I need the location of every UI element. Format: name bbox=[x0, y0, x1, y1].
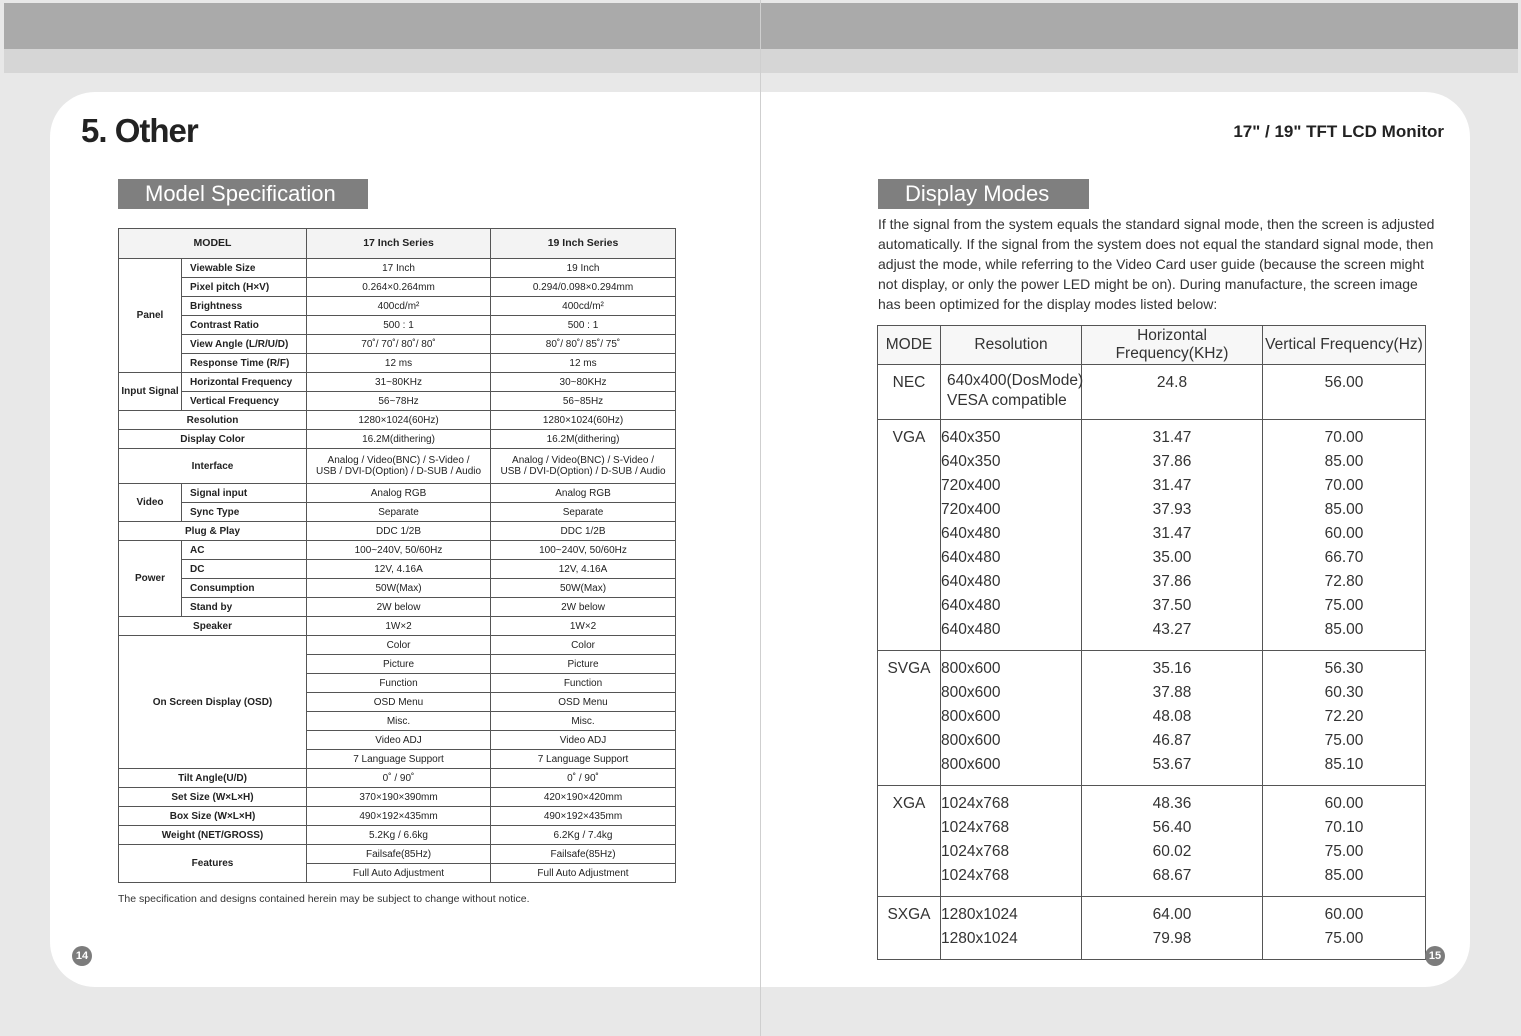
mode-resolution-cell bbox=[941, 420, 1082, 651]
mode-resolution: 640x480 bbox=[941, 621, 1001, 638]
spec-value-17: OSD Menu bbox=[307, 693, 491, 712]
display-modes-table bbox=[877, 325, 1426, 960]
spec-header-cell: MODEL bbox=[119, 229, 307, 259]
section-title: 5. Other bbox=[81, 112, 198, 149]
spec-value-17: Color bbox=[307, 636, 491, 655]
spec-value-19: 420×190×420mm bbox=[491, 788, 676, 807]
mode-hfreq: 35.00 bbox=[1152, 549, 1192, 566]
spec-value-17: 1W×2 bbox=[307, 617, 491, 636]
spec-label: Signal input bbox=[182, 484, 307, 503]
mode-resolution: 1024x768 bbox=[941, 867, 1010, 884]
spec-value-19: 500 : 1 bbox=[491, 316, 676, 335]
spec-row bbox=[119, 278, 676, 297]
spec-row bbox=[119, 788, 676, 807]
spec-value-19: 0˚ / 90˚ bbox=[491, 769, 676, 788]
spec-row bbox=[119, 373, 676, 392]
spec-row bbox=[119, 484, 676, 503]
spec-value-19: 6.2Kg / 7.4kg bbox=[491, 826, 676, 845]
spec-row bbox=[119, 826, 676, 845]
spec-value-17: 0.264×0.264mm bbox=[307, 278, 491, 297]
mode-hfreq: 37.88 bbox=[1152, 684, 1192, 701]
mode-resolution: 720x400 bbox=[941, 501, 1001, 518]
mode-resolution: 640x480 bbox=[941, 573, 1001, 590]
spec-row bbox=[119, 807, 676, 826]
mode-hfreq: 31.47 bbox=[1152, 429, 1192, 446]
mode-vfreq: 70.00 bbox=[1324, 477, 1364, 494]
spec-value-17: 31~80KHz bbox=[307, 373, 491, 392]
spec-row bbox=[119, 392, 676, 411]
mode-name-text: SXGA bbox=[887, 906, 931, 923]
spec-label: Set Size (W×L×H) bbox=[119, 788, 307, 807]
spec-value-19: Color bbox=[491, 636, 676, 655]
spec-row bbox=[119, 769, 676, 788]
spec-value-17: 500 : 1 bbox=[307, 316, 491, 335]
mode-hfreq: 31.47 bbox=[1152, 525, 1192, 542]
spec-value-17: Picture bbox=[307, 655, 491, 674]
spec-value-19 bbox=[491, 449, 676, 484]
spec-label: Brightness bbox=[182, 297, 307, 316]
mode-hfreq: 79.98 bbox=[1152, 930, 1192, 947]
mode-resolution: 640x480 bbox=[941, 549, 1001, 566]
mode-resolution-cell bbox=[941, 651, 1082, 786]
display-modes-intro: If the signal from the system equals the standard signal mode, then the screen is adjusted automatically. If the signal from the system does not equal the standard signal mode, then adjust the mode, while referring to the Video Card user guide (because the screen might not display, or only the power LED might be on). During manufacture, the screen image has been optimized for the display modes listed below: bbox=[878, 216, 1435, 312]
spec-value-line: USB / DVI-D(Option) / D-SUB / Audio bbox=[315, 466, 482, 477]
spec-value-19: Separate bbox=[491, 503, 676, 522]
spec-value-17: 12V, 4.16A bbox=[307, 560, 491, 579]
spec-value-line: Analog / Video(BNC) / S-Video / bbox=[327, 455, 470, 466]
mode-hfreq: 37.86 bbox=[1152, 573, 1192, 590]
mode-vfreq: 60.00 bbox=[1324, 525, 1364, 542]
mode-hfreq: 48.36 bbox=[1152, 795, 1192, 812]
spec-value-17: Separate bbox=[307, 503, 491, 522]
spec-value-19: 1280×1024(60Hz) bbox=[491, 411, 676, 430]
mode-hfreq: 53.67 bbox=[1152, 756, 1192, 773]
spec-value-19: 0.294/0.098×0.294mm bbox=[491, 278, 676, 297]
header-band bbox=[4, 3, 1518, 49]
spec-label: Vertical Frequency bbox=[182, 392, 307, 411]
mode-hfreq-cell bbox=[1082, 651, 1263, 786]
mode-resolution: 800x600 bbox=[941, 684, 1001, 701]
model-spec-banner: Model Specification bbox=[118, 179, 368, 209]
spec-value-19: Picture bbox=[491, 655, 676, 674]
spec-value-17: 16.2M(dithering) bbox=[307, 430, 491, 449]
spec-row bbox=[119, 297, 676, 316]
spec-group-label: Input Signal bbox=[119, 373, 182, 411]
mode-hfreq: 46.87 bbox=[1152, 732, 1192, 749]
spec-row bbox=[119, 335, 676, 354]
display-modes-banner: Display Modes bbox=[878, 179, 1089, 209]
spec-label: Response Time (R/F) bbox=[182, 354, 307, 373]
spec-value-19: 400cd/m² bbox=[491, 297, 676, 316]
mode-hfreq: 68.67 bbox=[1152, 867, 1192, 884]
mode-name-text: XGA bbox=[892, 795, 926, 812]
spec-value-19: 16.2M(dithering) bbox=[491, 430, 676, 449]
mode-resolution: 800x600 bbox=[941, 732, 1001, 749]
mode-vfreq: 85.00 bbox=[1324, 453, 1364, 470]
spec-row bbox=[119, 598, 676, 617]
spec-value-17: 12 ms bbox=[307, 354, 491, 373]
spec-label: Horizontal Frequency bbox=[182, 373, 307, 392]
modes-header-cell: MODE bbox=[878, 326, 941, 365]
spec-group-label: Video bbox=[119, 484, 182, 522]
mode-vfreq: 85.00 bbox=[1324, 501, 1364, 518]
spec-row bbox=[119, 411, 676, 430]
spec-label: Consumption bbox=[182, 579, 307, 598]
mode-group-row bbox=[878, 651, 1426, 786]
page-number-left: 14 bbox=[72, 946, 92, 966]
spec-value-17: Full Auto Adjustment bbox=[307, 864, 491, 883]
mode-name bbox=[878, 365, 941, 420]
mode-name bbox=[878, 420, 941, 651]
mode-vfreq: 56.00 bbox=[1324, 374, 1364, 391]
spec-value-17: 100~240V, 50/60Hz bbox=[307, 541, 491, 560]
spec-value-19: DDC 1/2B bbox=[491, 522, 676, 541]
spec-label: Features bbox=[119, 845, 307, 883]
mode-vfreq-cell bbox=[1263, 420, 1426, 651]
spec-label: On Screen Display (OSD) bbox=[119, 636, 307, 769]
mode-name bbox=[878, 651, 941, 786]
page-fold bbox=[760, 0, 761, 1036]
spec-value-19: 30~80KHz bbox=[491, 373, 676, 392]
mode-resolution-cell bbox=[941, 786, 1082, 897]
mode-vfreq: 75.00 bbox=[1324, 843, 1364, 860]
spec-value-17: DDC 1/2B bbox=[307, 522, 491, 541]
spec-table bbox=[118, 228, 676, 883]
spec-value-19: Misc. bbox=[491, 712, 676, 731]
mode-hfreq: 37.86 bbox=[1152, 453, 1192, 470]
mode-resolution-cell bbox=[941, 897, 1082, 960]
mode-hfreq-cell bbox=[1082, 420, 1263, 651]
spec-row bbox=[119, 845, 676, 864]
mode-resolution: 640x350 bbox=[941, 453, 1001, 470]
mode-hfreq: 60.02 bbox=[1152, 843, 1192, 860]
mode-name-text: SVGA bbox=[887, 660, 931, 677]
spec-value-19: Video ADJ bbox=[491, 731, 676, 750]
mode-name-text: VGA bbox=[892, 429, 926, 446]
mode-vfreq: 75.00 bbox=[1324, 597, 1364, 614]
spec-label: Interface bbox=[119, 449, 307, 484]
spec-value-17: 50W(Max) bbox=[307, 579, 491, 598]
spec-group-label: Panel bbox=[119, 259, 182, 373]
mode-resolution: 640x480 bbox=[941, 525, 1001, 542]
mode-vfreq-cell bbox=[1263, 786, 1426, 897]
mode-hfreq: 35.16 bbox=[1152, 660, 1192, 677]
mode-hfreq: 37.50 bbox=[1152, 597, 1192, 614]
spec-value-19: 50W(Max) bbox=[491, 579, 676, 598]
spec-note: The specification and designs contained herein may be subject to change without notice. bbox=[118, 893, 530, 905]
spec-value-19: Failsafe(85Hz) bbox=[491, 845, 676, 864]
spec-row bbox=[119, 449, 676, 484]
mode-group-row bbox=[878, 897, 1426, 960]
spec-label: View Angle (L/R/U/D) bbox=[182, 335, 307, 354]
mode-resolution: 1280x1024 bbox=[941, 930, 1018, 947]
mode-resolution: 1024x768 bbox=[941, 795, 1010, 812]
mode-group-row bbox=[878, 786, 1426, 897]
spec-value-19: 56~85Hz bbox=[491, 392, 676, 411]
modes-header-cell: Resolution bbox=[941, 326, 1082, 365]
spec-value-19: 490×192×435mm bbox=[491, 807, 676, 826]
mode-hfreq: 64.00 bbox=[1152, 906, 1192, 923]
mode-hfreq: 43.27 bbox=[1152, 621, 1192, 638]
spec-value-17: Video ADJ bbox=[307, 731, 491, 750]
spec-value-17: 70˚/ 70˚/ 80˚/ 80˚ bbox=[307, 335, 491, 354]
spec-label: Speaker bbox=[119, 617, 307, 636]
mode-name bbox=[878, 897, 941, 960]
spec-value-19: 80˚/ 80˚/ 85˚/ 75˚ bbox=[491, 335, 676, 354]
mode-vfreq: 85.10 bbox=[1324, 756, 1364, 773]
spec-value-17: 17 Inch bbox=[307, 259, 491, 278]
mode-resolution: 720x400 bbox=[941, 477, 1001, 494]
mode-vfreq-cell bbox=[1263, 897, 1426, 960]
page-number-right: 15 bbox=[1425, 946, 1445, 966]
spec-label: Resolution bbox=[119, 411, 307, 430]
spec-value-17: 5.2Kg / 6.6kg bbox=[307, 826, 491, 845]
spec-row bbox=[119, 430, 676, 449]
spec-row bbox=[119, 503, 676, 522]
mode-hfreq: 31.47 bbox=[1152, 477, 1192, 494]
mode-resolution: 800x600 bbox=[941, 660, 1001, 677]
spec-value-17: 7 Language Support bbox=[307, 750, 491, 769]
spec-label: Tilt Angle(U/D) bbox=[119, 769, 307, 788]
spec-value-17 bbox=[307, 449, 491, 484]
mode-hfreq-cell bbox=[1082, 365, 1263, 420]
spec-label: Box Size (W×L×H) bbox=[119, 807, 307, 826]
header-band-light bbox=[4, 49, 1518, 73]
spec-value-19: OSD Menu bbox=[491, 693, 676, 712]
mode-vfreq: 75.00 bbox=[1324, 930, 1364, 947]
mode-vfreq: 60.00 bbox=[1324, 795, 1364, 812]
spec-row bbox=[119, 259, 676, 278]
spec-value-19: 12 ms bbox=[491, 354, 676, 373]
mode-resolution: 800x600 bbox=[941, 708, 1001, 725]
mode-resolution: 800x600 bbox=[941, 756, 1001, 773]
mode-hfreq: 24.8 bbox=[1156, 374, 1188, 391]
spec-value-17: 1280×1024(60Hz) bbox=[307, 411, 491, 430]
spec-value-19: Function bbox=[491, 674, 676, 693]
mode-hfreq: 37.93 bbox=[1152, 501, 1192, 518]
mode-vfreq-cell bbox=[1263, 651, 1426, 786]
mode-group-row bbox=[878, 365, 1426, 420]
spec-value-19: 12V, 4.16A bbox=[491, 560, 676, 579]
mode-vfreq: 72.20 bbox=[1324, 708, 1364, 725]
mode-resolution: 640x350 bbox=[941, 429, 1001, 446]
spec-label: Display Color bbox=[119, 430, 307, 449]
document-title: 17" / 19" TFT LCD Monitor bbox=[1233, 122, 1444, 141]
mode-vfreq: 85.00 bbox=[1324, 621, 1364, 638]
spec-label: Weight (NET/GROSS) bbox=[119, 826, 307, 845]
spec-value-19: 7 Language Support bbox=[491, 750, 676, 769]
spec-row bbox=[119, 316, 676, 335]
mode-vfreq: 70.00 bbox=[1324, 429, 1364, 446]
mode-resolution: VESA compatible bbox=[947, 392, 1067, 409]
spec-value-line: Analog / Video(BNC) / S-Video / bbox=[512, 455, 654, 466]
spec-label: Viewable Size bbox=[182, 259, 307, 278]
mode-vfreq: 56.30 bbox=[1324, 660, 1364, 677]
spec-value-line: USB / DVI-D(Option) / D-SUB / Audio bbox=[500, 466, 666, 477]
mode-group-row bbox=[878, 420, 1426, 651]
spec-row bbox=[119, 636, 676, 655]
mode-resolution: 1280x1024 bbox=[941, 906, 1018, 923]
spec-value-17: 490×192×435mm bbox=[307, 807, 491, 826]
mode-resolution: 1024x768 bbox=[941, 819, 1010, 836]
mode-vfreq: 85.00 bbox=[1324, 867, 1364, 884]
spec-value-17: Failsafe(85Hz) bbox=[307, 845, 491, 864]
mode-vfreq: 60.00 bbox=[1324, 906, 1364, 923]
spec-value-19: Analog RGB bbox=[491, 484, 676, 503]
spec-header-row bbox=[119, 229, 676, 259]
mode-resolution: 640x400(DosMode) bbox=[947, 372, 1084, 389]
spec-value-19: Full Auto Adjustment bbox=[491, 864, 676, 883]
spec-value-19: 1W×2 bbox=[491, 617, 676, 636]
mode-vfreq: 60.30 bbox=[1324, 684, 1364, 701]
spec-value-17: Misc. bbox=[307, 712, 491, 731]
spec-label: Contrast Ratio bbox=[182, 316, 307, 335]
spec-label: Stand by bbox=[182, 598, 307, 617]
mode-name-text: NEC bbox=[892, 374, 926, 391]
spec-row bbox=[119, 522, 676, 541]
spec-row bbox=[119, 354, 676, 373]
spec-value-17: 56~78Hz bbox=[307, 392, 491, 411]
mode-name bbox=[878, 786, 941, 897]
mode-vfreq-cell bbox=[1263, 365, 1426, 420]
spec-label: Plug & Play bbox=[119, 522, 307, 541]
spec-row bbox=[119, 560, 676, 579]
spec-value-19: 2W below bbox=[491, 598, 676, 617]
spec-value-17: 400cd/m² bbox=[307, 297, 491, 316]
mode-resolution: 640x480 bbox=[941, 597, 1001, 614]
spec-value-17: 370×190×390mm bbox=[307, 788, 491, 807]
mode-hfreq-cell bbox=[1082, 897, 1263, 960]
spec-label: AC bbox=[182, 541, 307, 560]
spec-value-19: 100~240V, 50/60Hz bbox=[491, 541, 676, 560]
spec-group-label: Power bbox=[119, 541, 182, 617]
mode-vfreq: 72.80 bbox=[1324, 573, 1364, 590]
mode-hfreq: 48.08 bbox=[1152, 708, 1192, 725]
mode-vfreq: 70.10 bbox=[1324, 819, 1364, 836]
spec-value-17: Analog RGB bbox=[307, 484, 491, 503]
spec-row bbox=[119, 579, 676, 598]
mode-hfreq-cell bbox=[1082, 786, 1263, 897]
mode-hfreq: 56.40 bbox=[1152, 819, 1192, 836]
mode-resolution-cell bbox=[941, 365, 1082, 420]
mode-resolution: 1024x768 bbox=[941, 843, 1010, 860]
spec-row bbox=[119, 541, 676, 560]
spec-header-cell: 17 Inch Series bbox=[307, 229, 491, 259]
spec-value-17: 2W below bbox=[307, 598, 491, 617]
spec-label: DC bbox=[182, 560, 307, 579]
spec-row bbox=[119, 617, 676, 636]
modes-header-cell: Vertical Frequency(Hz) bbox=[1263, 326, 1426, 365]
spec-label: Pixel pitch (H×V) bbox=[182, 278, 307, 297]
mode-vfreq: 75.00 bbox=[1324, 732, 1364, 749]
modes-header-row bbox=[878, 326, 1426, 365]
spec-value-17: Function bbox=[307, 674, 491, 693]
spec-value-19: 19 Inch bbox=[491, 259, 676, 278]
mode-vfreq: 66.70 bbox=[1324, 549, 1364, 566]
spec-value-17: 0˚ / 90˚ bbox=[307, 769, 491, 788]
spec-label: Sync Type bbox=[182, 503, 307, 522]
spec-header-cell: 19 Inch Series bbox=[491, 229, 676, 259]
modes-header-cell: Horizontal Frequency(KHz) bbox=[1082, 326, 1263, 365]
